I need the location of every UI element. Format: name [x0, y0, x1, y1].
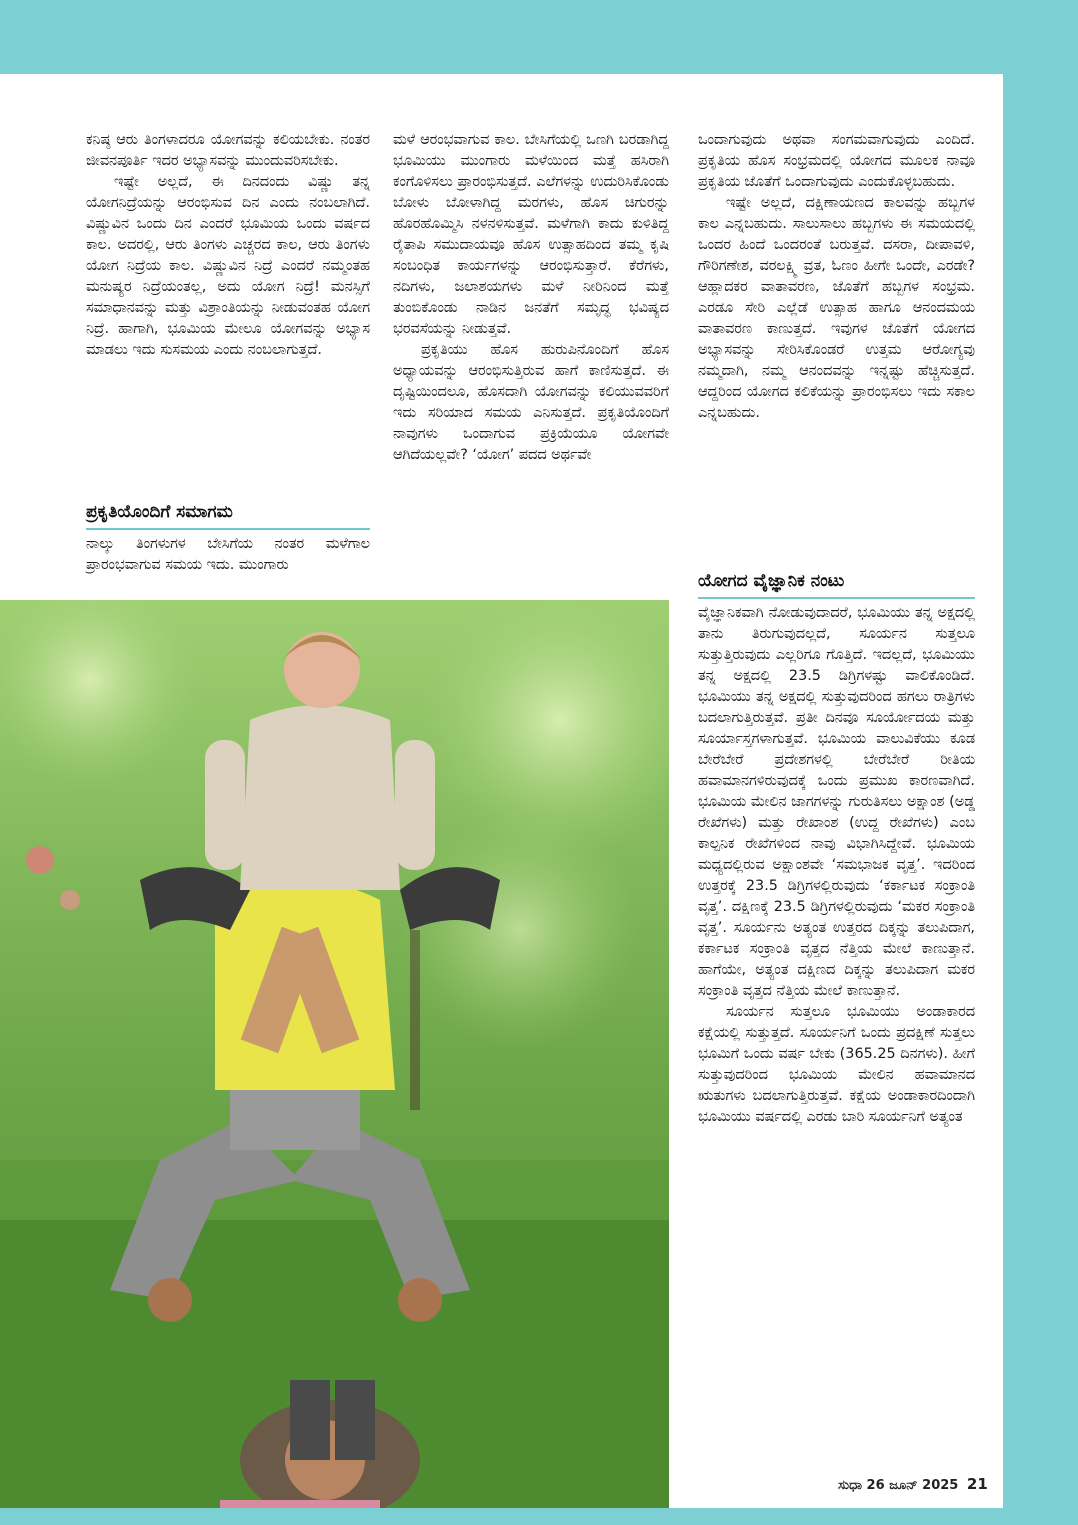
middle-column	[393, 130, 669, 466]
paragraph: ಒಂದಾಗುವುದು ಅಥವಾ ಸಂಗಮವಾಗುವುದು ಎಂದಿದೆ. ಪ್ರಕೃತಿಯ ಹೊಸ ಸಂಭ್ರಮದಲ್ಲಿ ಯೋಗದ ಮೂಲಕ ನಾವೂ ಪ್ರಕೃತಿಯ ಜೊತೆಗೆ ಒಂದಾಗುವುದು ಎಂದುಕೊಳ್ಳಬಹುದು.	[698, 132, 975, 190]
paragraph: ಪ್ರಕೃತಿಯು ಹೊಸ ಹುರುಪಿನೊಂದಿಗೆ ಹೊಸ ಅಧ್ಯಾಯವನ್ನು ಆರಂಭಿಸುತ್ತಿರುವ ಹಾಗೆ ಕಾಣಿಸುತ್ತದೆ. ಈ ದೃಷ್ಟಿಯಿಂದಲೂ, ಹೊಸದಾಗಿ ಯೋಗವನ್ನು ಕಲಿಯುವವರಿಗೆ ಇದು ಸರಿಯಾದ ಸಮಯ ಎನಿಸುತ್ತದೆ. ಪ್ರಕೃತಿಯೊಂದಿಗೆ ನಾವುಗಳು ಒಂದಾಗುವ ಪ್ರಕ್ರಿಯೆಯೂ ಯೋಗವೇ ಆಗಿದೆಯಲ್ಲವೇ? ‘ಯೋಗ’ ಪದದ ಅರ್ಥವೇ	[393, 342, 669, 463]
paragraph: ಮಳೆ ಆರಂಭವಾಗುವ ಕಾಲ. ಬೇಸಿಗೆಯಲ್ಲಿ ಒಣಗಿ ಬರಡಾಗಿದ್ದ ಭೂಮಿಯು ಮುಂಗಾರು ಮಳೆಯಿಂದ ಮತ್ತೆ ಹಸಿರಾಗಿ ಕಂಗೊಳಿಸಲು ಪ್ರಾರಂಭಿಸುತ್ತದೆ. ಎಲೆಗಳನ್ನು ಉದುರಿಸಿಕೊಂಡು ಬೋಳು ಬೋಳಾಗಿದ್ದ ಮರಗಳು, ಹೊಸ ಚಿಗುರನ್ನು ಹೊರಹೊಮ್ಮಿಸಿ ನಳನಳಿಸುತ್ತವೆ. ಮಳೆಗಾಗಿ ಕಾದು ಕುಳಿತಿದ್ದ ರೈತಾಪಿ ಸಮುದಾಯವೂ ಹೊಸ ಉತ್ಸಾಹದಿಂದ ತಮ್ಮ ಕೃಷಿ ಸಂಬಂಧಿತ ಕಾರ್ಯಗಳನ್ನು ಆರಂಭಿಸುತ್ತಾರೆ. ಕೆರೆಗಳು, ನದಿಗಳು, ಜಲಾಶಯಗಳು ಮಳೆ ನೀರಿನಿಂದ ಮತ್ತೆ ತುಂಬಿಕೊಂಡು ನಾಡಿನ ಜನತೆಗೆ ಸಮೃದ್ಧ ಭವಿಷ್ಯದ ಭರವಸೆಯನ್ನು ನೀಡುತ್ತವೆ.	[393, 132, 669, 337]
paragraph: ವೈಜ್ಞಾನಿಕವಾಗಿ ನೋಡುವುದಾದರೆ, ಭೂಮಿಯು ತನ್ನ ಅಕ್ಷದಲ್ಲಿ ತಾನು ತಿರುಗುವುದಲ್ಲದೆ, ಸೂರ್ಯನ ಸುತ್ತಲೂ ಸುತ್ತುತ್ತಿರುವುದು ಎಲ್ಲರಿಗೂ ಗೊತ್ತಿದೆ. ಇದಲ್ಲದೆ, ಭೂಮಿಯು ತನ್ನ ಅಕ್ಷದಲ್ಲಿ 23.5 ಡಿಗ್ರಿಗಳಷ್ಟು ವಾಲಿಕೊಂಡಿದೆ. ಭೂಮಿಯು ತನ್ನ ಅಕ್ಷದಲ್ಲಿ ಸುತ್ತುವುದರಿಂದ ಹಗಲು ರಾತ್ರಿಗಳು ಬದಲಾಗುತ್ತಿರುತ್ತವೆ. ಪ್ರತೀ ದಿನವೂ ಸೂರ್ಯೋದಯ ಮತ್ತು ಸೂರ್ಯಾಸ್ತಗಳಾಗುತ್ತವೆ. ಭೂಮಿಯ ವಾಲುವಿಕೆಯು ಕೂಡ ಬೇರೆಬೇರೆ ಪ್ರದೇಶಗಳಲ್ಲಿ ಬೇರೆಬೇರೆ ರೀತಿಯ ಹವಾಮಾನಗಳಿರುವುದಕ್ಕೆ ಒಂದು ಪ್ರಮುಖ ಕಾರಣವಾಗಿದೆ. ಭೂಮಿಯ ಮೇಲಿನ ಜಾಗಗಳನ್ನು ಗುರುತಿಸಲು ಅಕ್ಷಾಂಶ (ಅಡ್ಡ ರೇಖೆಗಳು) ಮತ್ತು ರೇಖಾಂಶ (ಉದ್ದ ರೇಖೆಗಳು) ಎಂಬ ಕಾಲ್ಪನಿಕ ರೇಖೆಗಳಿಂದ ನಾವು ವಿಭಾಗಿಸಿದ್ದೇವೆ. ಭೂಮಿಯ ಮಧ್ಯದಲ್ಲಿರುವ ಅಕ್ಷಾಂಶವೇ ‘ಸಮಭಾಜಕ ವೃತ್ತ’. ಇದರಿಂದ ಉತ್ತರಕ್ಕೆ 23.5 ಡಿಗ್ರಿಗಳಲ್ಲಿರುವುದು ‘ಕರ್ಕಾಟಕ ಸಂಕ್ರಾಂತಿ ವೃತ್ತ’. ದಕ್ಷಿಣಕ್ಕೆ 23.5 ಡಿಗ್ರಿಗಳಲ್ಲಿರುವುದು ‘ಮಕರ ಸಂಕ್ರಾಂತಿ ವೃತ್ತ’. ಸೂರ್ಯನು ಅತ್ಯಂತ ಉತ್ತರದ ದಿಕ್ಕನ್ನು ತಲುಪಿದಾಗ, ಕರ್ಕಾಟಕ ಸಂಕ್ರಾಂತಿ ವೃತ್ತದ ನೆತ್ತಿಯ ಮೇಲೆ ಕಾಣುತ್ತಾನೆ. ಹಾಗೆಯೇ, ಅತ್ಯಂತ ದಕ್ಷಿಣದ ದಿಕ್ಕನ್ನು ತಲುಪಿದಾಗ ಮಕರ ಸಂಕ್ರಾಂತಿ ವೃತ್ತದ ನೆತ್ತಿಯ ಮೇಲೆ ಕಾಣುತ್ತಾನೆ.	[698, 605, 975, 999]
left-column-top	[86, 130, 370, 361]
paragraph: ಸೂರ್ಯನ ಸುತ್ತಲೂ ಭೂಮಿಯು ಅಂಡಾಕಾರದ ಕಕ್ಷೆಯಲ್ಲಿ ಸುತ್ತುತ್ತದೆ. ಸೂರ್ಯನಿಗೆ ಒಂದು ಪ್ರದಕ್ಷಿಣೆ ಸುತ್ತಲು ಭೂಮಿಗೆ ಒಂದು ವರ್ಷ ಬೇಕು (365.25 ದಿನಗಳು). ಹೀಗೆ ಸುತ್ತುವುದರಿಂದ ಭೂಮಿಯ ಮೇಲಿನ ಹವಾಮಾನದ ಋತುಗಳು ಬದಲಾಗುತ್ತಿರುತ್ತವೆ. ಕಕ್ಷೆಯ ಅಂಡಾಕಾರದಿಂದಾಗಿ ಭೂಮಿಯು ವರ್ಷದಲ್ಲಿ ಎರಡು ಬಾರಿ ಸೂರ್ಯನಿಗೆ ಅತ್ಯಂತ	[698, 1004, 975, 1125]
page-footer	[838, 1475, 988, 1493]
right-column-bottom	[698, 603, 975, 1128]
paragraph: ಇಷ್ಟೇ ಅಲ್ಲದೆ, ದಕ್ಷಿಣಾಯಣದ ಕಾಲವನ್ನು ಹಬ್ಬಗಳ ಕಾಲ ಎನ್ನಬಹುದು. ಸಾಲುಸಾಲು ಹಬ್ಬಗಳು ಈ ಸಮಯದಲ್ಲಿ ಒಂದರ ಹಿಂದೆ ಒಂದರಂತೆ ಬರುತ್ತವೆ. ದಸರಾ, ದೀಪಾವಳಿ, ಗೌರಿಗಣೇಶ, ವರಲಕ್ಷ್ಮಿ ವ್ರತ, ಓಣಂ ಹೀಗೇ ಒಂದೇ, ಎರಡೇ? ಆಹ್ಲಾದಕರ ವಾತಾವರಣ, ಜೊತೆಗೆ ಹಬ್ಬಗಳ ಸಂಭ್ರಮ. ಎರಡೂ ಸೇರಿ ಎಲ್ಲೆಡೆ ಉತ್ಸಾಹ ಹಾಗೂ ಆನಂದಮಯ ವಾತಾವರಣ ಕಾಣುತ್ತದೆ. ಇವುಗಳ ಜೊತೆಗೆ ಯೋಗದ ಅಭ್ಯಾಸವನ್ನು ಸೇರಿಸಿಕೊಂಡರೆ ಉತ್ತಮ ಆರೋಗ್ಯವು ನಮ್ಮದಾಗಿ, ನಮ್ಮ ಆನಂದವನ್ನು ಇನ್ನಷ್ಟು ಹೆಚ್ಚಿಸುತ್ತದೆ. ಆದ್ದರಿಂದ ಯೋಗದ ಕಲಿಕೆಯನ್ನು ಪ್ರಾರಂಭಿಸಲು ಇದು ಸಕಾಲ ಎನ್ನಬಹುದು.	[698, 195, 975, 421]
right-column-top	[698, 130, 975, 424]
left-column-bottom	[86, 534, 370, 576]
paragraph: ಇಷ್ಟೇ ಅಲ್ಲದೆ, ಈ ದಿನದಂದು ವಿಷ್ಣು ತನ್ನ ಯೋಗನಿದ್ರೆಯನ್ನು ಆರಂಭಿಸುವ ದಿನ ಎಂದು ನಂಬಲಾಗಿದೆ. ವಿಷ್ಣುವಿನ ಒಂದು ದಿನ ಎಂದರೆ ಭೂಮಿಯ ಒಂದು ವರ್ಷದ ಕಾಲ. ಅದರಲ್ಲಿ, ಆರು ತಿಂಗಳು ಎಚ್ಚರದ ಕಾಲ, ಆರು ತಿಂಗಳು ಯೋಗ ನಿದ್ರೆಯ ಕಾಲ. ವಿಷ್ಣುವಿನ ನಿದ್ರೆ ಎಂದರೆ ನಮ್ಮಂತಹ ಮನುಷ್ಯರ ನಿದ್ರೆಯಂತಲ್ಲ, ಅದು ಯೋಗ ನಿದ್ರೆ! ಮನಸ್ಸಿಗೆ ಸಮಾಧಾನವನ್ನು ಮತ್ತು ವಿಶ್ರಾಂತಿಯನ್ನು ನೀಡುವಂತಹ ಯೋಗ ನಿದ್ರೆ. ಹಾಗಾಗಿ, ಭೂಮಿಯ ಮೇಲೂ ಯೋಗವನ್ನು ಅಭ್ಯಾಸ ಮಾಡಲು ಇದು ಸುಸಮಯ ಎಂದು ನಂಬಲಾಗುತ್ತದೆ.	[86, 174, 370, 358]
section-heading-nature: ಪ್ರಕೃತಿಯೊಂದಿಗೆ ಸಮಾಗಮ	[86, 500, 370, 530]
section-heading-science: ಯೋಗದ ವೈಜ್ಞಾನಿಕ ನಂಟು	[698, 569, 975, 599]
paragraph: ಕನಿಷ್ಠ ಆರು ತಿಂಗಳಾದರೂ ಯೋಗವನ್ನು ಕಲಿಯಬೇಕು. ನಂತರ ಜೀವನಪೂರ್ತಿ ಇದರ ಅಭ್ಯಾಸವನ್ನು ಮುಂದುವರಿಸಬೇಕು.	[86, 132, 370, 169]
magazine-date: ಸುಧಾ 26 ಜೂನ್ 2025	[838, 1478, 959, 1493]
page-number: 21	[966, 1475, 988, 1493]
paragraph: ನಾಲ್ಕು ತಿಂಗಳುಗಳ ಬೇಸಿಗೆಯ ನಂತರ ಮಳೆಗಾಲ ಪ್ರಾರಂಭವಾಗುವ ಸಮಯ ಇದು. ಮುಂಗಾರು	[86, 536, 370, 573]
yoga-photo	[0, 600, 669, 1508]
